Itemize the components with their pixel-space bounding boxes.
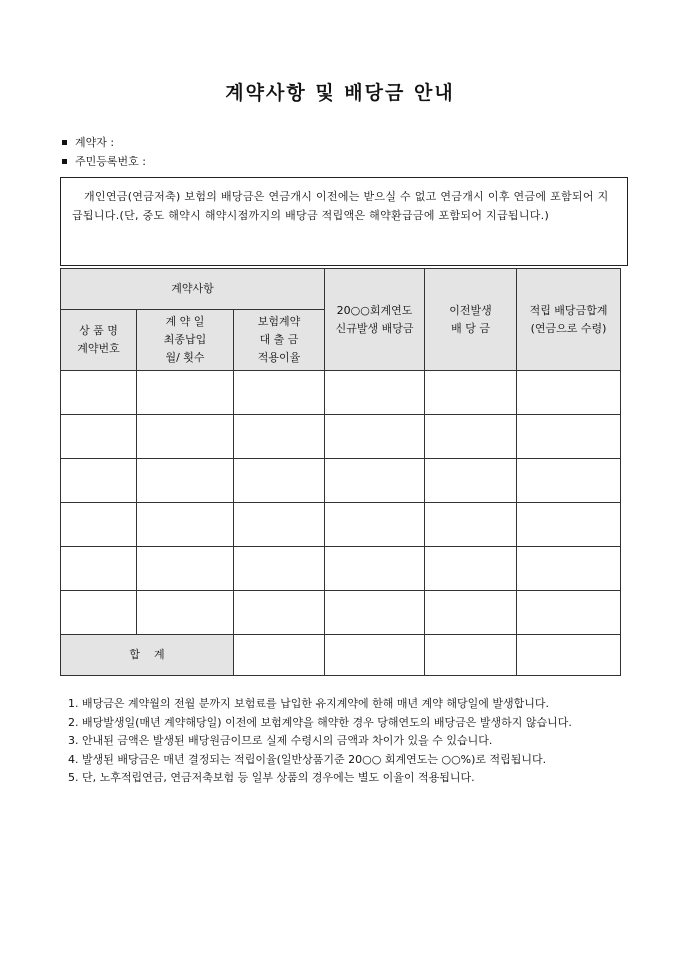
notice-text: 개인연금(연금저축) 보험의 배당금은 연금개시 이전에는 받으실 수 없고 연금개시 이후 연금에 포함되어 지급됩니다.(단, 중도 해약시 해약시점까지의 배당금 적립액은 해약환급금에 포함되어 지급됩니다.) <box>72 190 609 222</box>
header-contract-date: 계 약 일 최종납입 월/ 횟수 <box>137 310 234 371</box>
note-item: 3. 안내된 금액은 발생된 배당원금이므로 실제 수령시의 금액과 차이가 있을 수 있습니다. <box>68 734 493 747</box>
header-loan: 보험계약 대 출 금 적용이율 <box>234 310 325 371</box>
field-label: 주민등록번호 : <box>75 155 146 168</box>
table-row <box>61 591 621 635</box>
note-item: 1. 배당금은 계약월의 전월 분까지 보험료를 납입한 유지계약에 한해 매년 계약 해당일에 발생합니다. <box>68 697 549 710</box>
header-prev-dividend: 이전발생 배 당 금 <box>425 269 517 371</box>
table-row <box>61 459 621 503</box>
notes-list <box>68 695 628 788</box>
note-item: 2. 배당발생일(매년 계약해당일) 이전에 보험계약을 해약한 경우 당해연도의 배당금은 발생하지 않습니다. <box>68 715 572 729</box>
page-title: 계약사항 및 배당금 안내 <box>225 82 455 104</box>
header-contract-group: 계약사항 <box>61 269 325 310</box>
note-item: 5. 단, 노후적립연금, 연금저축보험 등 일부 상품의 경우에는 별도 이율이 적용됩니다. <box>68 771 475 784</box>
table-row <box>61 371 621 415</box>
header-total-dividend: 적립 배당금합계 (연금으로 수령) <box>517 269 621 371</box>
header-new-dividend: 20○○회계연도 신규발생 배당금 <box>325 269 425 371</box>
table-row <box>61 503 621 547</box>
field-policyholder <box>62 134 114 150</box>
field-label: 계약자 : <box>75 136 115 149</box>
bullet-icon <box>62 159 67 164</box>
note-item: 4. 발생된 배당금은 매년 결정되는 적립이율(일반상품기준 20○○ 회계연도는 ○○%)로 적립됩니다. <box>68 752 547 766</box>
dividend-table <box>60 268 621 676</box>
field-resident-number <box>62 153 146 169</box>
total-row <box>61 635 621 676</box>
notice-box <box>60 177 628 266</box>
table-row <box>61 547 621 591</box>
table-row <box>61 415 621 459</box>
bullet-icon <box>62 140 67 145</box>
header-product: 상 품 명 계약번호 <box>61 310 137 371</box>
total-label: 합 계 <box>61 635 234 676</box>
